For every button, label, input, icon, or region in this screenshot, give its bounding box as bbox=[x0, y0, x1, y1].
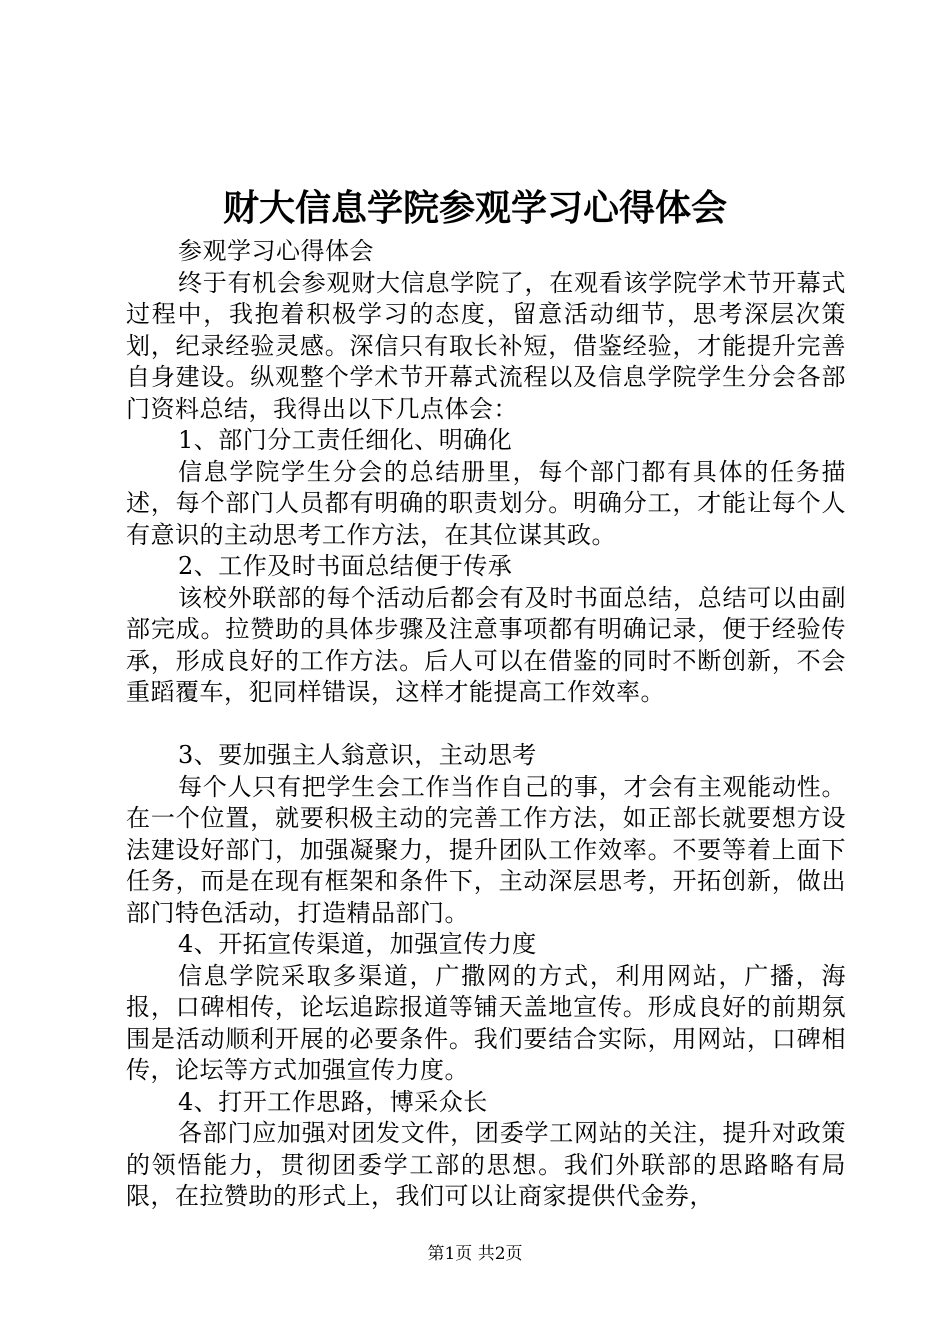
body-paragraph: 各部门应加强对团发文件，团委学工网站的关注，提升对政策的领悟能力，贯彻团委学工部的思想。我们外联部的思路略有局限，在拉赞助的形式上，我们可以让商家提供代金券， bbox=[126, 1119, 846, 1210]
section-heading: 3、要加强主人翁意识，主动思考 bbox=[178, 741, 537, 769]
document-title: 财大信息学院参观学习心得体会 bbox=[222, 187, 727, 229]
section-heading: 2、工作及时书面总结便于传承 bbox=[178, 552, 513, 580]
section-heading: 4、开拓宣传渠道，加强宣传力度 bbox=[178, 930, 537, 958]
body-paragraph: 信息学院学生分会的总结册里，每个部门都有具体的任务描述，每个部门人员都有明确的职责划分。明确分工，才能让每个人有意识的主动思考工作方法，在其位谋其政。 bbox=[126, 457, 846, 549]
body-paragraph: 该校外联部的每个活动后都会有及时书面总结，总结可以由副部完成。拉赞助的具体步骤及注意事项都有明确记录，便于经验传承，形成良好的工作方法。后人可以在借鉴的同时不断创新，不会重蹈覆车，犯同样错误，这样才能提高工作效率。 bbox=[126, 583, 846, 706]
section-heading: 1、部门分工责任细化、明确化 bbox=[178, 426, 513, 454]
section-heading: 4、打开工作思路，博采众长 bbox=[178, 1087, 488, 1116]
document-body bbox=[126, 236, 846, 1213]
body-paragraph: 参观学习心得体会 bbox=[178, 237, 374, 265]
body-paragraph: 每个人只有把学生会工作当作自己的事，才会有主观能动性。在一个位置，就要积极主动的完善工作方法，如正部长就要想方设法建设好部门，加强凝聚力，提升团队工作效率。不要等着上面下任务，而是在现有框架和条件下，主动深层思考，开拓创新，做出部门特色活动，打造精品部门。 bbox=[126, 772, 846, 927]
blank-line bbox=[126, 709, 846, 741]
body-paragraph: 信息学院采取多渠道，广撒网的方式，利用网站，广播，海报，口碑相传，论坛追踪报道等铺天盖地宣传。形成良好的前期氛围是活动顺利开展的必要条件。我们要结合实际，用网站，口碑相传，论坛等方式加强宣传力度。 bbox=[126, 961, 846, 1084]
body-paragraph: 终于有机会参观财大信息学院了，在观看该学院学术节开幕式过程中，我抱着积极学习的态度，留意活动细节，思考深层次策划，纪录经验灵感。深信只有取长补短，借鉴经验，才能提升完善自身建设。纵观整个学术节开幕式流程以及信息学院学生分会各部门资料总结，我得出以下几点体会： bbox=[126, 268, 846, 423]
page-footer: 第1页 共2页 bbox=[427, 1244, 523, 1264]
